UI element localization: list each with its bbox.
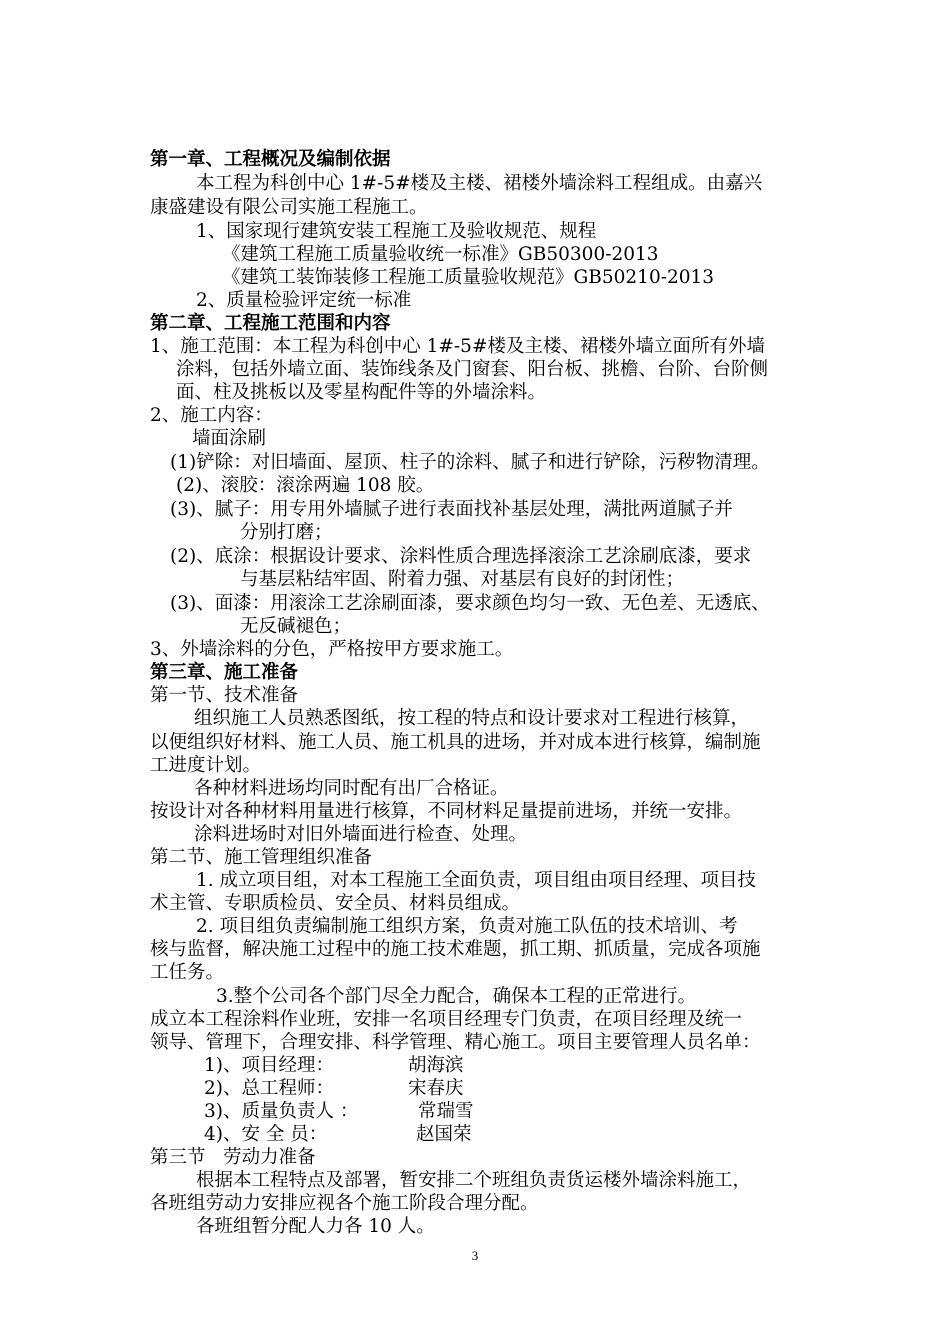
standard-reference: 《建筑工程施工质量验收统一标准》GB50300-2013	[222, 244, 659, 265]
paragraph-line: 术主管、专职质检员、安全员、材料员组成。	[150, 893, 521, 914]
staff-role: 3)、质量负责人 ：	[204, 1101, 359, 1122]
paragraph-line: 本工程为科创中心 1#-5#楼及主楼、裙楼外墙涂料工程组成。由嘉兴	[196, 173, 763, 194]
staff-name: 宋春庆	[408, 1078, 464, 1099]
paragraph-line: 领导、管理下，合理安排、科学管理、精心施工。项目主要管理人员名单：	[150, 1032, 761, 1053]
list-item: (3)、腻子：用专用外墙腻子进行表面找补基层处理，满批两道腻子并	[170, 499, 733, 520]
list-item: (3)、面漆：用滚涂工艺涂刷面漆，要求颜色均匀一致、无色差、无透底、	[170, 593, 770, 614]
list-item: 2、质量检验评定统一标准	[196, 290, 412, 311]
list-item: 1、国家现行建筑安装工程施工及验收规范、规程	[196, 221, 597, 242]
staff-role: 2)、总工程师：	[204, 1078, 334, 1099]
list-item: (1)铲除：对旧墙面、屋顶、柱子的涂料、腻子和进行铲除，污秽物清理。	[170, 452, 770, 473]
list-item-continuation: 分别打磨；	[240, 522, 333, 543]
paragraph-line: 以便组织好材料、施工人员、施工机具的进场，并对成本进行核算，编制施	[150, 732, 761, 753]
staff-role: 1)、项目经理：	[204, 1055, 334, 1076]
paragraph-line: 按设计对各种材料用量进行核算，不同材料足量提前进场，并统一安排。	[150, 801, 743, 822]
standard-reference: 《建筑工装饰装修工程施工质量验收规范》GB50210-2013	[222, 267, 715, 288]
chapter-1-heading: 第一章、工程概况及编制依据	[150, 149, 391, 170]
paragraph-line: 组织施工人员熟悉图纸，按工程的特点和设计要求对工程进行核算，	[194, 708, 750, 729]
paragraph-line: 根据本工程特点及部署，暂安排二个班组负责货运楼外墙涂料施工，	[196, 1170, 752, 1191]
list-item: 2、施工内容：	[150, 405, 273, 426]
sub-heading: 墙面涂刷	[192, 428, 267, 449]
section-heading: 第二节、施工管理组织准备	[150, 847, 373, 868]
list-item: 3、外墙涂料的分色，严格按甲方要求施工。	[150, 639, 514, 660]
staff-name: 胡海滨	[408, 1055, 464, 1076]
paragraph-line: 各班组暂分配人力各 10 人。	[196, 1216, 435, 1237]
paragraph-line: 成立本工程涂料作业班，安排一名项目经理专门负责，在项目经理及统一	[150, 1009, 743, 1030]
paragraph-line: 核与监督，解决施工过程中的施工技术难题，抓工期、抓质量，完成各项施	[150, 939, 761, 960]
paragraph-line: 工任务。	[150, 962, 225, 983]
paragraph-line: 涂料，包括外墙立面、装饰线条及门窗套、阳台板、挑檐、台阶、台阶侧	[176, 359, 769, 380]
section-heading: 第三节 劳动力准备	[150, 1147, 316, 1168]
paragraph-line: 各种材料进场均同时配有出厂合格证。	[194, 778, 509, 799]
list-item-continuation: 与基层粘结牢固、附着力强、对基层有良好的封闭性；	[240, 569, 685, 590]
chapter-3-heading: 第三章、施工准备	[150, 662, 299, 683]
chapter-2-heading: 第二章、工程施工范围和内容	[150, 313, 391, 334]
list-item-continuation: 无反碱褪色；	[240, 616, 352, 637]
paragraph-line: 1、施工范围：本工程为科创中心 1#-5#楼及主楼、裙楼外墙立面所有外墙	[150, 336, 765, 357]
staff-name: 赵国荣	[416, 1124, 472, 1145]
paragraph-line: 工进度计划。	[150, 755, 262, 776]
staff-role: 4)、安 全 员：	[204, 1124, 328, 1145]
page-number: 3	[471, 1248, 479, 1263]
paragraph-line: 涂料进场时对旧外墙面进行检查、处理。	[194, 824, 528, 845]
paragraph-line: 2. 项目组负责编制施工组织方案，负责对施工队伍的技术培训、考	[196, 916, 738, 937]
paragraph-line: 1. 成立项目组，对本工程施工全面负责，项目组由项目经理、项目技	[196, 870, 757, 891]
paragraph-line: 面、柱及挑板以及零星构配件等的外墙涂料。	[176, 382, 547, 403]
staff-name: 常瑞雪	[418, 1101, 474, 1122]
section-heading: 第一节、技术准备	[150, 685, 299, 706]
paragraph-line: 各班组劳动力安排应视各个施工阶段合理分配。	[150, 1193, 539, 1214]
list-item: (2)、底涂：根据设计要求、涂料性质合理选择滚涂工艺涂刷底漆，要求	[170, 546, 752, 567]
list-item: (2)、滚胶：滚涂两遍 108 胶。	[176, 475, 435, 496]
paragraph-line: 康盛建设有限公司实施工程施工。	[150, 197, 428, 218]
paragraph-line: 3.整个公司各个部门尽全力配合，确保本工程的正常进行。	[216, 986, 697, 1007]
